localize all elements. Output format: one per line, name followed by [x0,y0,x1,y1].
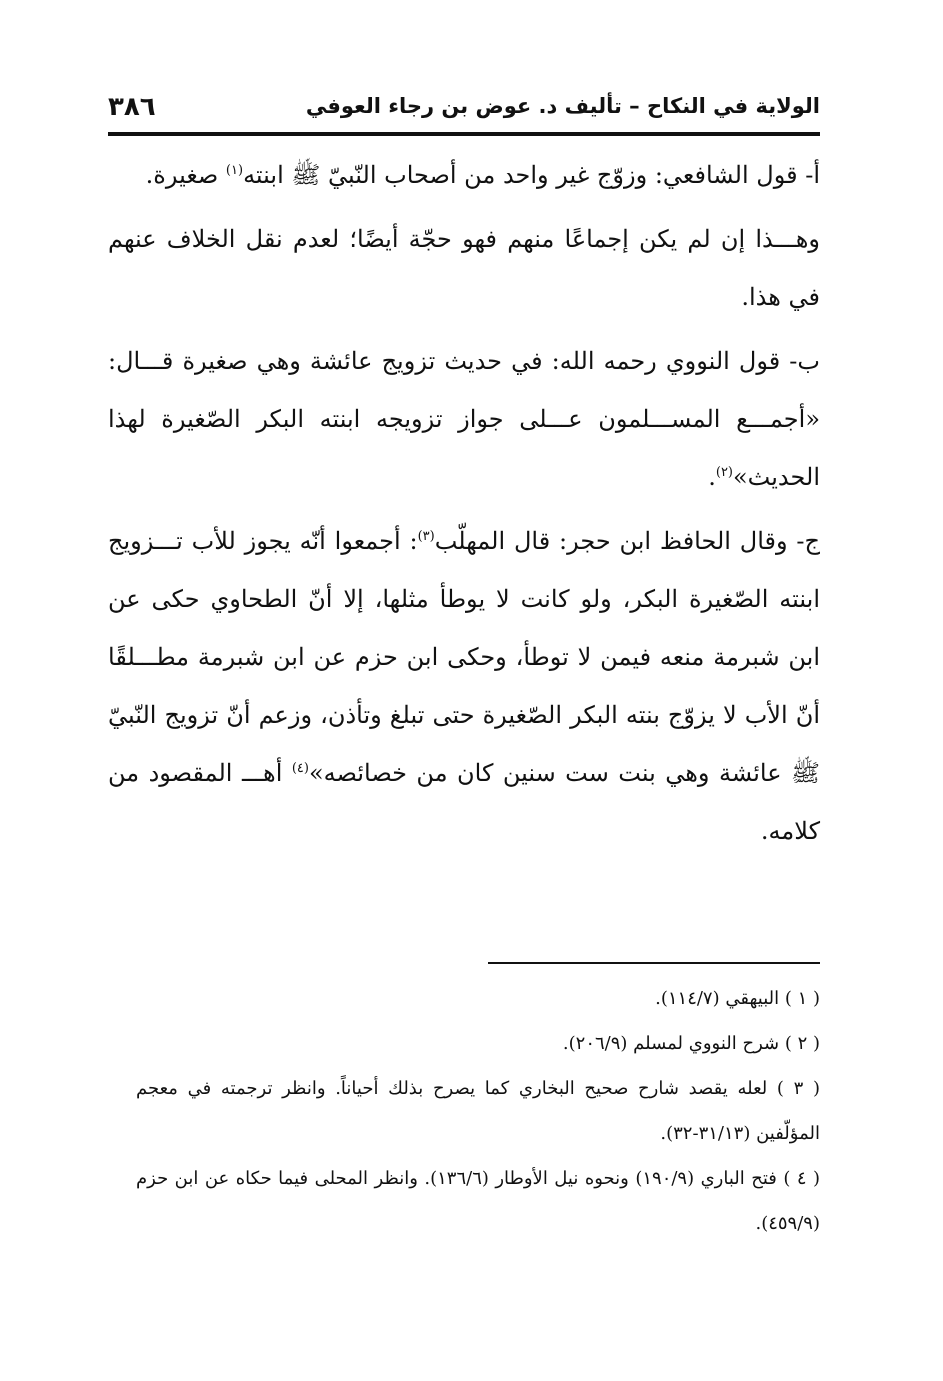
paragraph-text-continued: صغيرة. [145,161,226,189]
footnote-ref-4: (٤) [291,761,309,776]
footnote-4: ( ٤ ) فتح الباري (١٩٠/٩) ونحوه نيل الأوطار (١٣٦/٦). وانظر المحلى فيما حكاه عن ابن حزم (٤٥٩/٩). [136,1168,820,1234]
footnote-ref-1: (١) [225,163,244,178]
paragraph-text-continued: . [708,463,716,491]
paragraph-text: أ- قول الشافعي: وزوّج غير واحد من أصحاب النّبيّ ﷺ ابنته [243,161,820,189]
footnote-2: ( ٢ ) شرح النووي لمسلم (٢٠٦/٩). [562,1033,820,1054]
footnote-3: ( ٣ ) لعله يقصد شارح صحيح البخاري كما يصرح بذلك أحياناً. وانظر ترجمته في معجم المؤلّفين (٣١/١٣-٣٢). [136,1078,820,1144]
footnote-ref-3: (٣) [417,529,435,544]
page-number: ٣٨٦ [108,92,156,122]
paragraph-ibn-hajar [108,512,820,860]
paragraph-text-end: أهـــ المقصود من كلامه. [108,759,820,845]
footnotes [136,976,820,1246]
footnote-ref-2: (٢) [715,465,733,480]
paragraph-text: ج- وقال الحافظ ابن حجر: قال المهلّب [434,527,820,555]
paragraph-consensus [108,210,820,326]
footnote-1: ( ١ ) البيهقي (١١٤/٧). [655,988,820,1009]
running-header [108,92,820,136]
paragraph-text: وهـــذا إن لم يكن إجماعًا منهم فهو حجّة أيضًا؛ لعدم نقل الخلاف عنهم في هذا. [108,225,820,311]
paragraph-nawawi [108,332,820,506]
paragraph-text-continued: : أجمعوا أنّه يجوز للأب تـــزويج ابنته الصّغيرة البكر، ولو كانت لا يوطأ مثلها، إلا أنّ الطحاوي حكى عن ابن شبرمة منعه فيمن لا توطأ، وحكى ابن حزم عن ابن شبرمة مطـــلقًا أنّ الأب لا يزوّج بنته البكر الصّغيرة حتى تبلغ وتأذن، وزعم أنّ تزويج النّبيّ ﷺ عائشة وهي بنت ست سنين كان من خصائصه» [108,527,820,787]
main-text [108,146,820,866]
book-title: الولاية في النكاح – تأليف د. عوض بن رجاء العوفي [305,94,820,118]
footnote-divider [488,962,820,964]
paragraph-text: ب- قول النووي رحمه الله: في حديث تزويج عائشة وهي صغيرة قـــال: «أجمـــع المســـلمون عـــلى جواز تزويجه ابنته البكر الصّغيرة لهذا الحديث» [108,347,820,491]
paragraph-shafii [108,146,820,204]
